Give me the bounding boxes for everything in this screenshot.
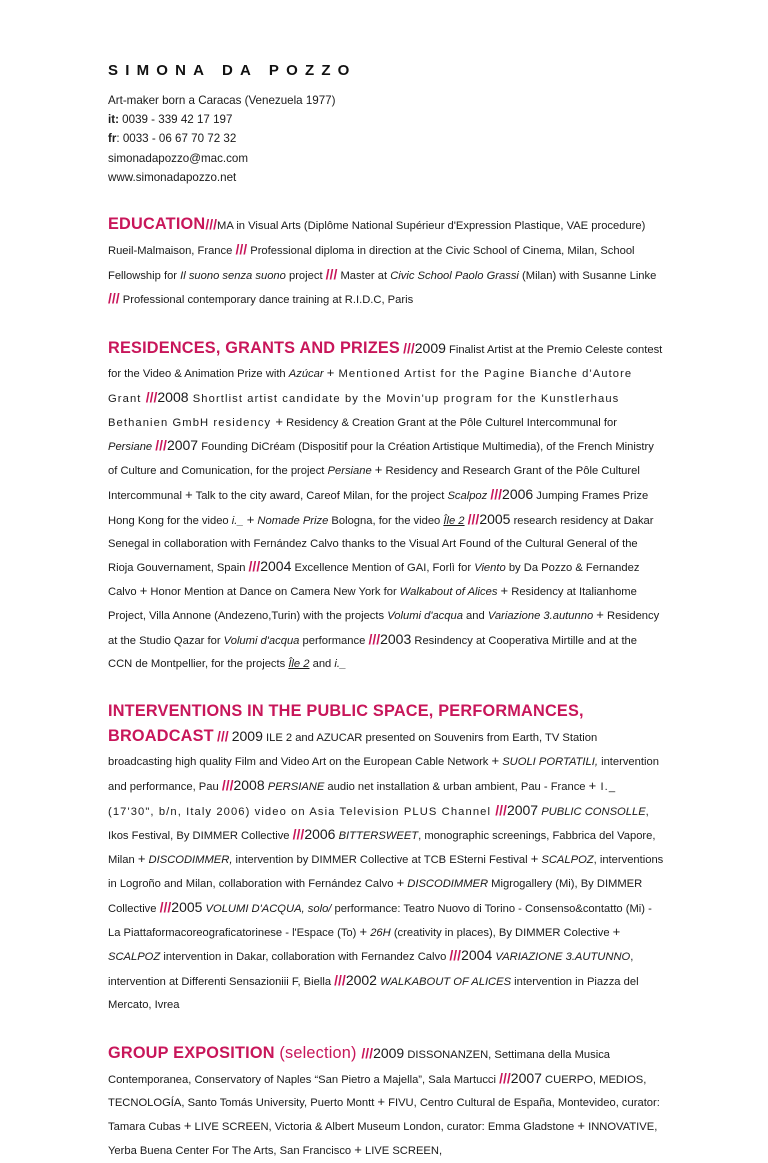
artist-name: SIMONA DA POZZO xyxy=(108,62,357,79)
separator: /// xyxy=(205,216,218,233)
residences-section: RESIDENCES, GRANTS AND PRIZES ///2009 Finalist Artist at the Premio Celeste contest for the Video & Animation Prize with Azúcar + Mentioned Artist for the Pagine Bianche d'Autore Grant ///2008 Shortlist artist candidate by the Movin'up program for the Kunstlerhaus Bethanien GmbH residency + Residency & Creation Grant at the Pôle Culturel Intercommunal for Persiane ///2007 Founding DiCréam (Dispositif pour la Création Artistique Multimedia), of the French Ministry of Culture and Comunication, for the project Persiane + Residency and Research Grant of the Pôle Culturel Intercommunal + Talk to the city award, Careof Milan, for the project Scalpoz ///2006 Jumping Frames Prize Hong Kong for the video i._ + Nomade Prize Bologna, for the video Île 2 ///2005 research residency at Dakar Senegal in collaboration with Fernández Calvo thanks to the Visual Art Found of the Cultural General of the Rioja Gouvernament, Spain ///2004 Excellence Mention of GAI, Forlì for Viento by Da Pozzo & Fernandez Calvo + Honor Mention at Dance on Camera New York for Walkabout of Alices + Residency at Italianhome Project, Villa Annone (Andezeno,Turin) with the projects Volumi d'acqua and Variazione 3.autunno + Residency at the Studio Qazar for Volumi d'acqua performance ///2003 Resindency at Cooperativa Mirtille and at the CCN de Montpellier, for the projects Île 2 and i._ xyxy=(108,339,663,670)
residences-heading: RESIDENCES, GRANTS AND PRIZES xyxy=(108,339,400,358)
education-heading: EDUCATION xyxy=(108,215,206,234)
website-link[interactable]: www.simonadapozzo.net xyxy=(108,170,237,184)
education-section: EDUCATION///MA in Visual Arts (Diplôme National Supérieur d'Expression Plastique, VAE procedure) Rueil-Malmaison, France /// Professional diploma in direction at the Civic School of Cinema, Milan, School Fellowship for Il suono senza suono project /// Master at Civic School Paolo Grassi (Milan) with Susanne Linke /// Professional contemporary dance training at R.I.D.C, Paris xyxy=(108,215,657,307)
group-exposition-section: GROUP EXPOSITION (selection) ///2009 DISSONANZEN, Settimana della Musica Contemporanea, Conservatory of Naples “San Pietro a Majella”, Sala Martucci ///2007 CUERPO, MEDIOS, TECNOLOGÍA, Santo Tomás University, Puerto Montt + FIVU, Centro Cultural de España, Montevideo, curator: Tamara Cubas + LIVE SCREEN, Victoria & Albert Museum London, curator: Emma Gladstone + INNOVATIVE, Yerba Buena Center For The Arts, San Francisco + LIVE SCREEN, xyxy=(108,1043,660,1157)
tagline: Art-maker born a Caracas (Venezuela 1977) xyxy=(108,94,336,107)
interventions-section: INTERVENTIONS IN THE PUBLIC SPACE, PERFORMANCES, BROADCAST /// 2009 ILE 2 and AZUCAR presented on Souvenirs from Earth, TV Station broadcasting high quality Film and Video Art on the European Cable Network + SUOLI PORTATILI, intervention and performance, Pau ///2008 PERSIANE audio net installation & urban ambient, Pau - France + I._ (17'30", b/n, Italy 2006) video on Asia Television PLUS Channel ///2007 PUBLIC CONSOLLE, Ikos Festival, By DIMMER Collective ///2006 BITTERSWEET, monographic screenings, Fabbrica del Vapore, Milan + DISCODIMMER, intervention by DIMMER Collective at TCB ESterni Festival + SCALPOZ, interventions in Logroño and Milan, collaboration with Fernández Calvo + DISCODIMMER Migrogallery (Mi), By DIMMER Collective ///2005 VOLUMI D'ACQUA, solo/ performance: Teatro Nuovo di Torino - Consenso&contatto (Mi) - La Piattaformacoreograficatorinese - l'Espace (To) + 26H (creativity in places), By DIMMER Colective + SCALPOZ intervention in Dakar, collaboration with Fernandez Calvo ///2004 VARIAZIONE 3.AUTUNNO, intervention at Differenti Sensazioniii F, Biella ///2002 WALKABOUT OF ALICES intervention in Piazza del Mercato, Ivrea xyxy=(108,702,664,1011)
phone-it: it: 0039 - 339 42 17 197 xyxy=(108,113,233,127)
phone-fr: fr: 0033 - 06 67 70 72 32 xyxy=(108,132,237,146)
email-link[interactable]: simonadapozzo@mac.com xyxy=(108,151,249,165)
cv-page xyxy=(108,62,664,1163)
contact-block xyxy=(108,91,664,187)
group-exposition-heading: GROUP EXPOSITION (selection) xyxy=(108,1043,362,1062)
interventions-heading: INTERVENTIONS IN THE PUBLIC SPACE, PERFORMANCES, BROADCAST xyxy=(108,702,584,746)
